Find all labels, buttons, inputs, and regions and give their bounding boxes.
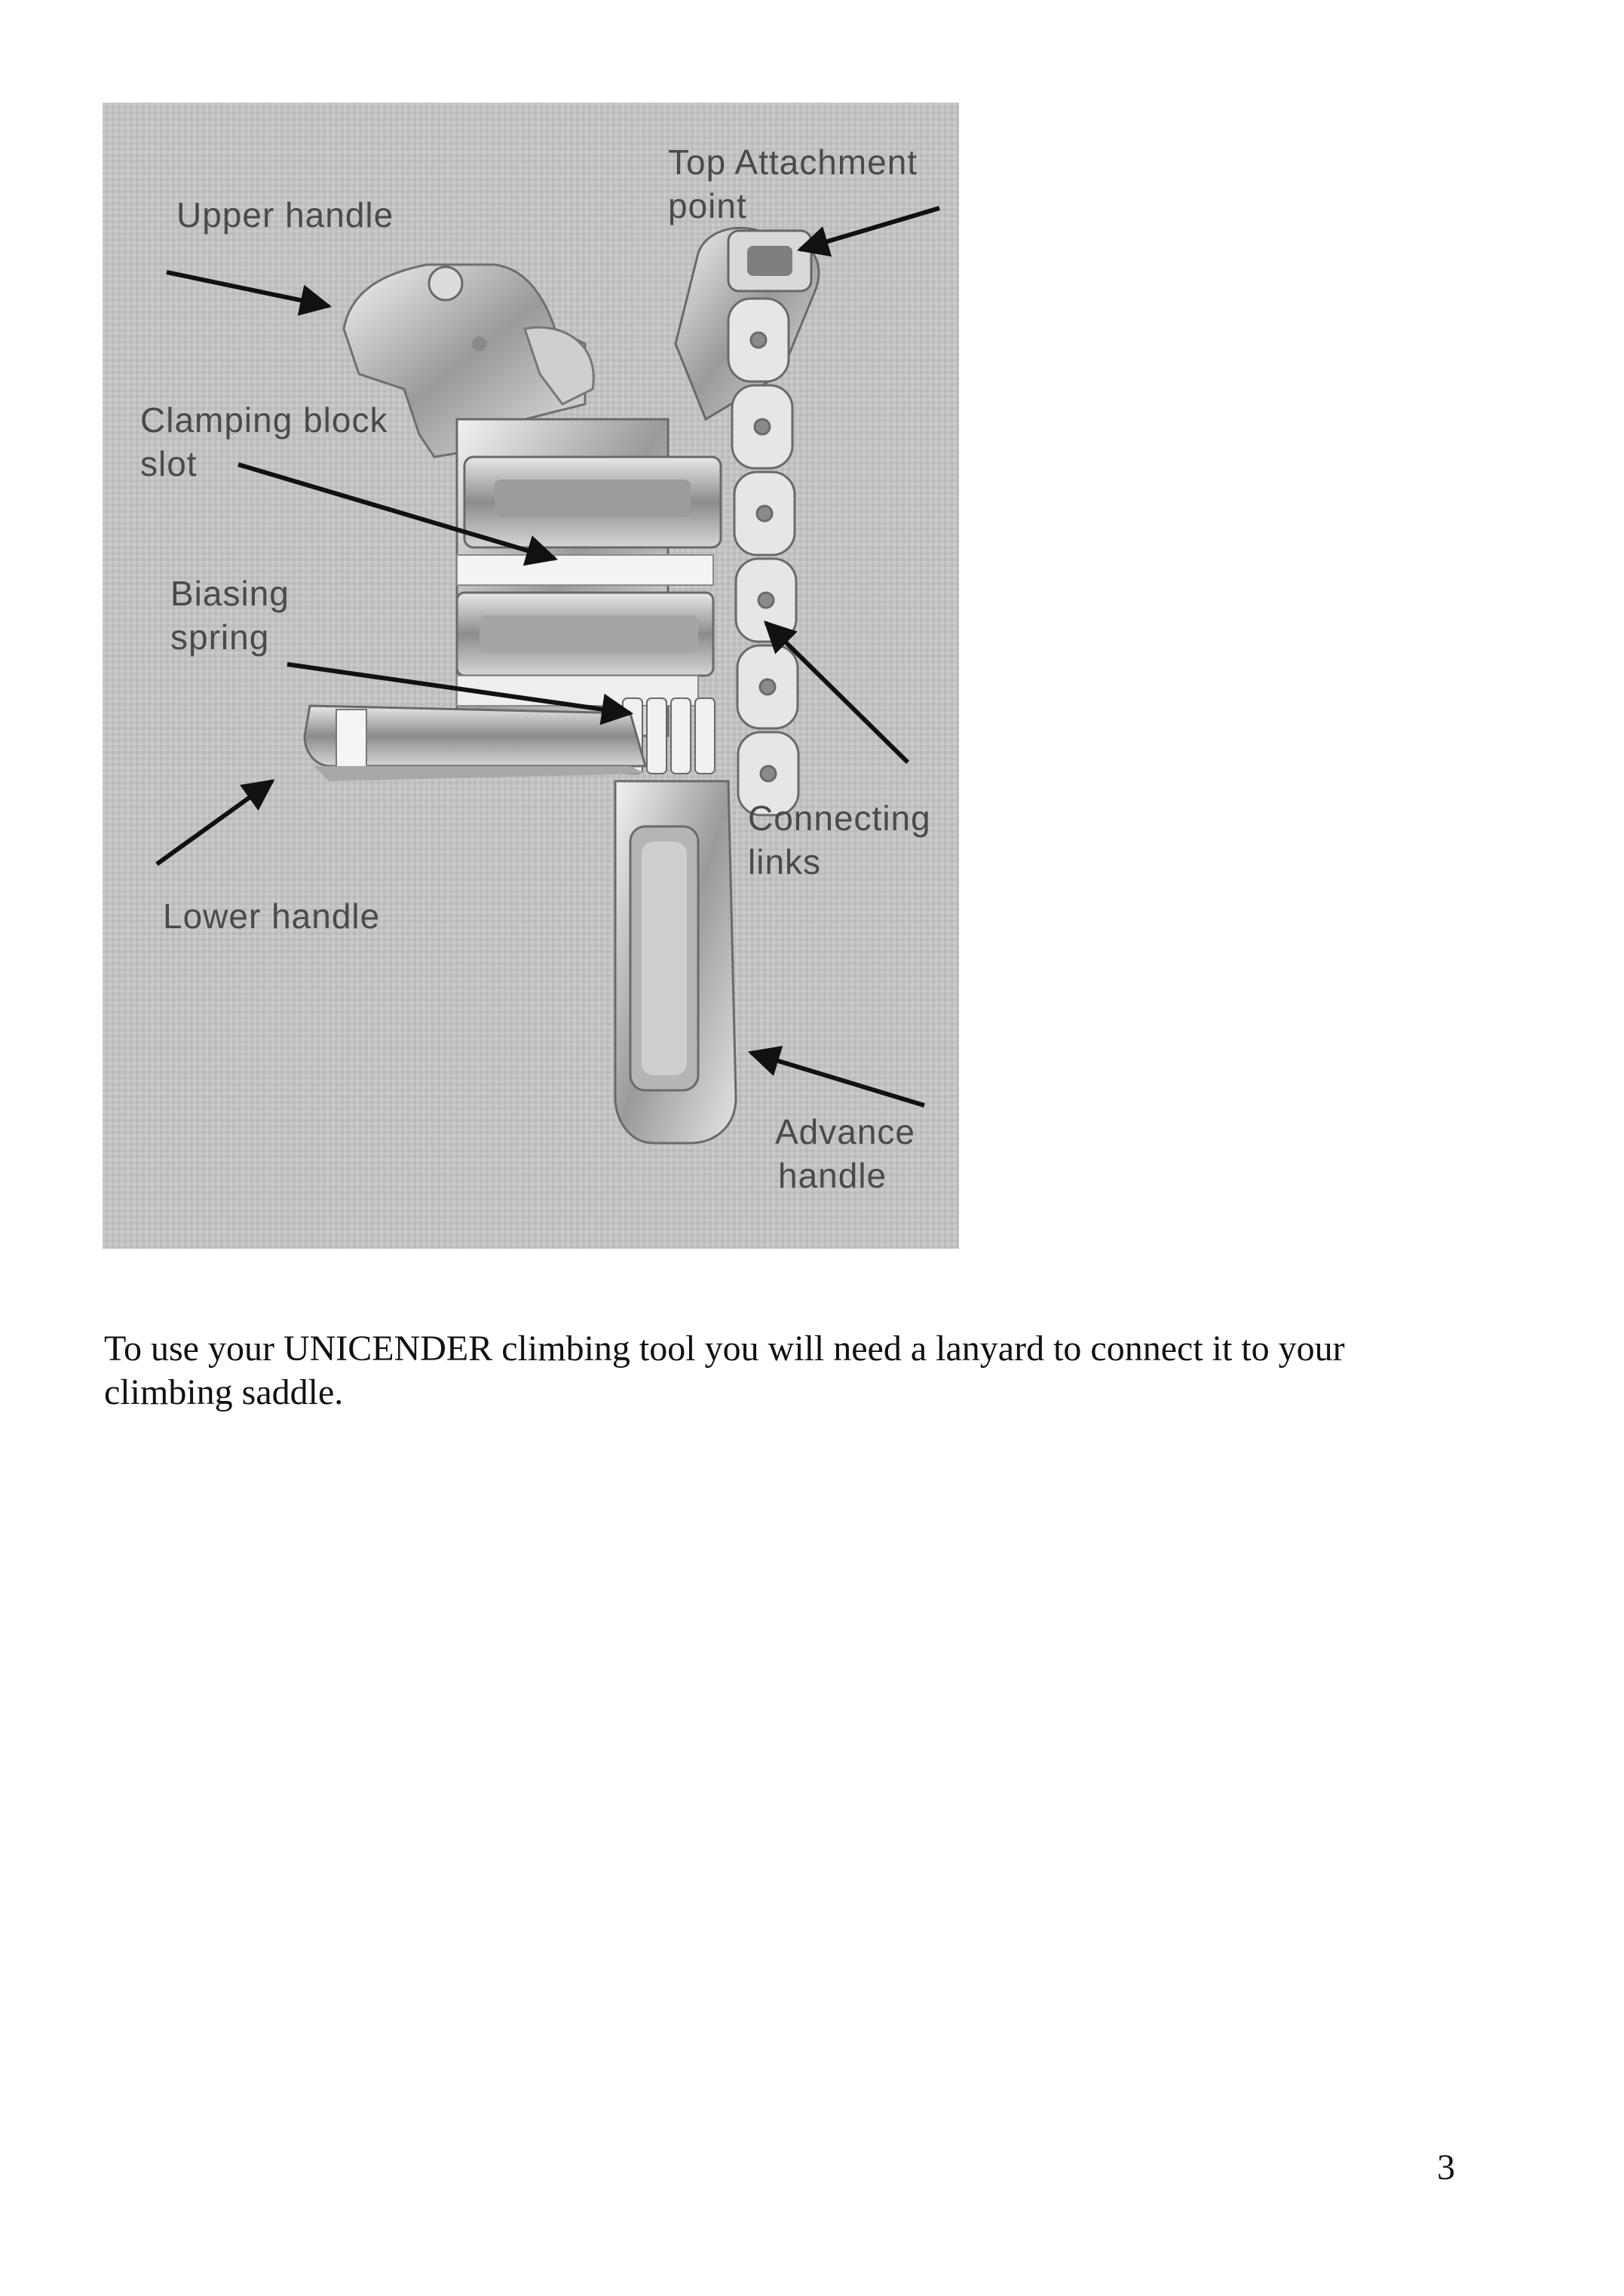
label-upper-handle-text: Upper handle [176,195,394,235]
label-advance-handle [775,1110,915,1197]
product-photo [103,103,959,1249]
label-advance-handle-line1: Advance [775,1112,916,1151]
label-clamping-block-line1: Clamping block [140,400,388,440]
label-connecting-links-line2: links [748,842,822,881]
label-connecting-links-line1: Connecting [748,799,931,838]
label-lower-handle-text: Lower handle [163,897,381,936]
label-upper-handle [176,193,394,237]
label-top-attachment-line2: point [668,186,747,225]
unicender-device-illustration [103,103,959,1249]
label-top-attachment [668,140,918,228]
lower-handle-shape [305,706,645,781]
advance-handle-shape [615,781,736,1143]
label-clamping-block-line2: slot [140,444,198,483]
label-biasing-spring-line1: Biasing [170,574,290,613]
clamping-block-body [457,419,721,736]
label-lower-handle [163,894,380,938]
page-number: 3 [1437,2147,1455,2187]
label-biasing-spring-line2: spring [170,618,270,657]
label-advance-handle-line2: handle [778,1156,887,1195]
label-biasing-spring [170,572,290,659]
label-top-attachment-line1: Top Attachment [668,143,918,182]
label-clamping-block-slot [140,398,388,486]
label-connecting-links [748,796,931,884]
body-paragraph: To use your UNICENDER climbing tool you will need a lanyard to connect it to your climbing saddle. [104,1329,1345,1412]
